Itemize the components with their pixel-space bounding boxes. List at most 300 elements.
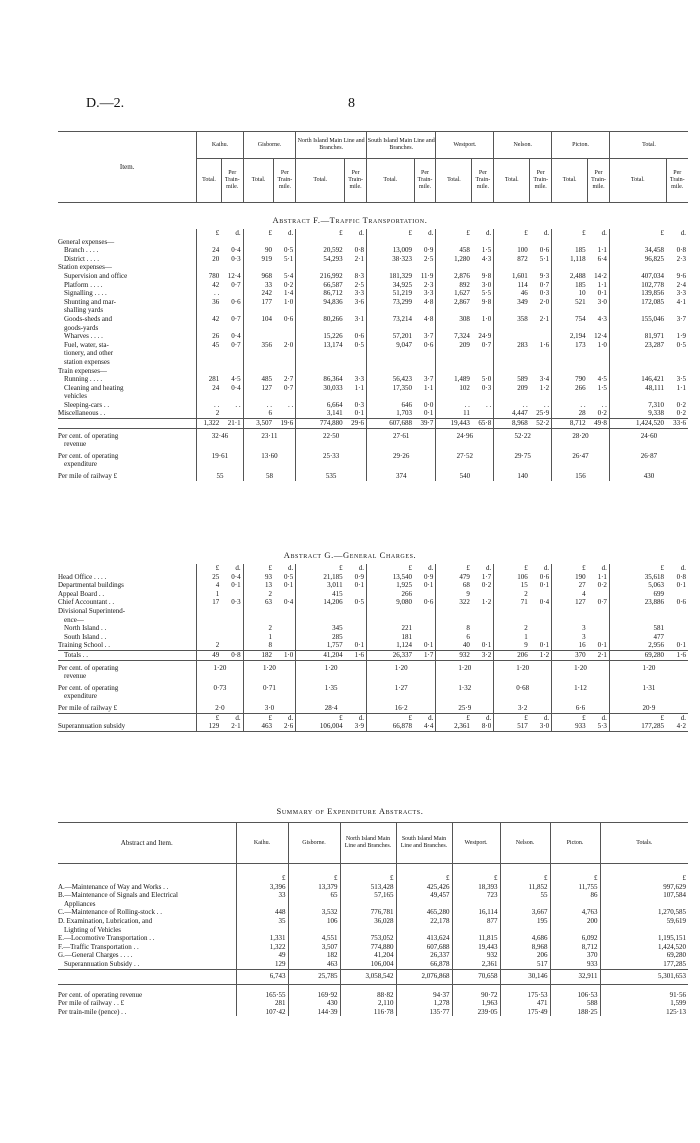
stat-label: Per train-mile (pence) . . [58,1007,127,1016]
stat-value: 3·0 [243,701,296,713]
table-row [58,616,688,625]
row-value [197,633,221,642]
row-label: Sleeping-cars . . [64,400,110,409]
row-value: 0·4 [231,246,241,255]
row-value: 458 [436,246,472,255]
table-row [58,341,688,350]
row-value: 242 [243,289,274,298]
row-value: 753,052 [340,934,396,943]
row-value: 2,194 [552,332,588,341]
row-value: . . [288,400,294,409]
row-value [345,367,367,376]
row-value [221,238,243,247]
row-value: 0·5 [354,340,364,349]
row-value [552,616,588,625]
stat-value: 25·33 [296,449,367,461]
row-label: Lighting of Vehicles [64,925,122,934]
row-value: 1,118 [552,255,588,264]
stat-label: Per cent. of operating [58,683,119,692]
row-value [345,624,367,633]
row-value: 1 [243,633,274,642]
total-value: 21·1 [221,419,243,429]
unit-spacer [58,864,236,883]
row-value: 3,396 [236,883,288,892]
stat-value: 1·20 [609,660,688,672]
row-value [243,332,274,341]
row-value: 1,757 [296,641,345,650]
row-value [274,409,296,418]
unit-label: £ [609,564,666,573]
total-value: 774,880 [296,419,345,429]
row-value: 93 [243,573,274,582]
row-value [274,367,296,376]
row-value [243,324,274,333]
row-label: G.—General Charges . . . . [58,951,133,960]
row-value: 11,852 [500,883,550,892]
stat-value: 1·20 [436,660,494,672]
unit-label: d. [680,564,686,572]
row-value [414,590,436,599]
row-value [494,367,530,376]
row-value [436,263,472,272]
row-value [345,306,367,315]
row-value: 16 [552,641,588,650]
row-value: 448 [236,908,288,917]
row-value: 2,956 [609,641,666,650]
super-value: 129 [197,722,221,731]
total-subheader: Total. [197,159,221,203]
row-value: 308 [436,315,472,324]
row-value: 24·9 [478,332,492,341]
total-value: 52·2 [530,419,552,429]
stat-row [58,660,688,672]
table-row [58,943,688,952]
row-value [500,926,550,935]
row-value: 0·5 [283,246,294,255]
row-value: 90 [243,246,274,255]
unit-label: £ [494,713,530,722]
super-value: 5·3 [588,722,610,731]
row-value: 26,337 [396,951,452,960]
abstract-g-title: Abstract G.—General Charges. [283,550,417,560]
spacer-cell [197,692,243,701]
total-value: 2·1 [588,650,610,660]
row-value: 4·8 [424,297,434,306]
unit-label: £ [243,713,274,722]
row-label: E.—Locomotive Transportation . . [58,934,155,943]
row-value: 0·0 [424,400,434,409]
row-value: 0·8 [676,572,686,581]
row-value: 190 [552,573,588,582]
row-value [550,900,600,909]
table-row [58,358,688,367]
row-value [288,900,340,909]
row-value: 1·4 [283,289,294,298]
row-value [530,392,552,401]
row-value [366,263,414,272]
row-value [345,358,367,367]
row-value: 8 [243,641,274,650]
row-value: 35,618 [609,573,666,582]
row-value: 146,421 [609,375,666,384]
row-value [345,616,367,625]
row-value: 34,458 [609,246,666,255]
row-value: 1·0 [481,314,492,323]
super-value: 177,285 [609,722,666,731]
row-value [243,358,274,367]
spacer-cell [552,672,610,681]
row-value: 0·1 [424,641,434,650]
table-row [58,324,688,333]
row-value: 12·4 [227,271,241,280]
row-value [345,349,367,358]
table-row [58,883,688,892]
row-value [345,324,367,333]
stat-value: 1·27 [366,681,435,693]
row-value: 49 [236,951,288,960]
stat-value: 2·0 [197,701,243,713]
row-value: 413,624 [396,934,452,943]
row-value: 1,489 [436,375,472,384]
total-value: 6,743 [236,969,288,984]
spacer-cell [296,440,367,449]
row-value: 45 [197,341,221,350]
stat-value: 430 [288,999,340,1008]
row-value: 185 [552,246,588,255]
stat-value: 28·20 [552,428,610,440]
unit-label: £ [436,229,472,238]
total-value: 39·7 [414,419,436,429]
row-value: 11,815 [452,934,500,943]
row-value: 780 [197,272,221,281]
row-value: 69,280 [600,951,688,960]
row-value: 221 [366,624,414,633]
total-subheader: Total. [243,159,274,203]
row-value [588,306,610,315]
stat-value: 32·46 [197,428,243,440]
unit-label: £ [552,564,588,573]
district-header: Totals. [600,823,688,864]
row-value [366,306,414,315]
row-value: 3 [552,633,588,642]
row-label: Departmental buildings [58,581,124,590]
row-value [552,238,588,247]
row-value: 479 [436,573,472,582]
row-value: 1,601 [494,272,530,281]
row-value: 8,968 [500,943,550,952]
row-value: 1,627 [436,289,472,298]
row-value [414,624,436,633]
row-value: . . [494,401,530,410]
row-value [243,349,274,358]
spacer-cell [296,460,367,469]
spacer-cell [494,440,552,449]
district-header: Picton. [552,132,610,159]
stat-value: 1·20 [296,660,367,672]
table-row [58,633,688,642]
stat-row [58,681,688,693]
unit-label: £ [236,864,288,883]
unit-label: d. [428,229,434,237]
row-value [609,324,666,333]
stat-value: 29·75 [494,449,552,461]
row-value [197,263,221,272]
stat-value: 27·61 [366,428,435,440]
row-value: 12·4 [594,332,607,341]
row-value: 0·3 [481,383,492,392]
row-value [197,349,221,358]
row-value: 776,781 [340,908,396,917]
unit-label: d. [601,229,607,237]
stat-value: 22·50 [296,428,367,440]
total-value: 0·8 [221,650,243,660]
unit-label: £ [197,564,221,573]
row-value [221,590,243,599]
row-value: 933 [550,960,600,969]
row-value: 23,287 [609,341,666,350]
row-value: 3·0 [597,297,607,306]
row-value: 3·4 [539,375,550,384]
district-header: Gisborne. [243,132,296,159]
row-value: 5·1 [539,254,550,263]
row-value: 17 [197,598,221,607]
row-value: 42 [197,315,221,324]
row-value: 485 [243,375,274,384]
row-value [472,392,494,401]
row-value: 0·3 [539,289,550,298]
row-value: 24 [197,384,221,393]
district-header: Nelson. [500,823,550,864]
stat-value: 188·25 [550,1008,600,1017]
unit-label: d. [472,713,494,722]
row-value: 774,880 [340,943,396,952]
row-value: 2 [494,624,530,633]
row-label: shalling yards [64,306,104,315]
row-value [494,607,530,616]
stat-value: 107·42 [236,1008,288,1017]
row-label: Head Office . . . . [58,572,107,581]
row-label: ence— [64,615,84,624]
row-value: 5·5 [481,289,492,298]
row-value: 6,092 [550,934,600,943]
total-value: 3,058,542 [340,969,396,984]
stat-value: 540 [436,469,494,481]
row-value: 81,971 [609,332,666,341]
table-row [58,900,688,909]
row-value [588,590,610,599]
row-value: 94,836 [296,298,345,307]
row-value: 0·6 [676,598,686,607]
row-value: 2·1 [354,254,364,263]
spacer-cell [243,692,296,701]
row-value [221,263,243,272]
row-value: . . [197,289,221,298]
row-value: 2·3 [424,280,434,289]
unit-label: d. [288,229,294,237]
row-value [243,367,274,376]
total-subheader: Total. [494,159,530,203]
row-value: 1·2 [481,598,492,607]
row-value: 0·7 [231,340,241,349]
row-value [236,900,288,909]
row-label: Miscellaneous . . [58,409,106,418]
row-value [221,641,243,650]
unit-label: d. [358,564,364,572]
row-value: . . [552,401,588,410]
row-value: 1·1 [424,383,434,392]
spacer-cell [436,692,494,701]
row-value: 968 [243,272,274,281]
row-value [274,641,296,650]
table-row [58,960,688,969]
table-row [58,926,688,935]
stat-value: 0·71 [243,681,296,693]
row-value [221,633,243,642]
row-value: 0·3 [231,598,241,607]
stat-label-cont: revenue [64,440,87,449]
stat-value: 58 [243,469,296,481]
row-value [296,392,345,401]
unit-label: £ [500,864,550,883]
row-value: 9,338 [609,409,666,418]
stat-label: Per mile of railway £ [58,472,118,481]
row-value [472,624,494,633]
row-value [609,306,666,315]
spacer-cell [366,692,435,701]
row-value: 6,664 [296,401,345,410]
row-value: 790 [552,375,588,384]
row-value: 1·6 [539,340,550,349]
row-value [274,263,296,272]
row-value [552,349,588,358]
row-value [452,900,500,909]
unit-label: d. [345,713,367,722]
row-value [494,306,530,315]
row-value [666,349,688,358]
table-row [58,641,688,650]
row-value: 2 [197,409,221,418]
row-value: 86,712 [296,289,345,298]
row-value: 63 [243,598,274,607]
stat-value: 471 [500,999,550,1008]
row-value [221,367,243,376]
table-row [58,238,688,247]
row-value: 0·1 [424,581,434,590]
total-value: 1,424,520 [609,419,666,429]
row-value [472,367,494,376]
stat-value: 6·6 [552,701,610,713]
row-label: Branch . . . . [64,246,99,255]
row-value: 356 [243,341,274,350]
table-row [58,272,688,281]
spacer-cell [197,672,243,681]
row-label: Goods-sheds and [64,314,113,323]
row-value: 34,925 [366,281,414,290]
row-value: 0·6 [424,598,434,607]
unit-label: £ [296,713,345,722]
stat-label: Per mile of railway . . £ [58,999,125,1008]
row-value: 27 [552,581,588,590]
stat-value: 1·20 [494,660,552,672]
row-value: 3·7 [424,332,434,341]
stat-value: 588 [550,999,600,1008]
row-value [494,324,530,333]
unit-label: £ [197,713,221,722]
row-value: 0·7 [283,383,294,392]
super-label: Superannuation subsidy [58,722,197,731]
row-value: 8,712 [550,943,600,952]
row-value: 0·2 [676,409,686,418]
row-value [472,607,494,616]
row-value: 0·8 [676,246,686,255]
row-value: 0·8 [354,246,364,255]
row-value: 3,532 [288,908,340,917]
row-label: D. Examination, Lubrication, and [58,916,153,925]
row-value [288,926,340,935]
row-value: 0·9 [354,572,364,581]
row-value: 4,447 [494,409,530,418]
super-value: 933 [552,722,588,731]
row-value: 5·1 [283,254,294,263]
super-value: 66,878 [366,722,414,731]
row-value: 23,886 [609,598,666,607]
super-value: 463 [243,722,274,731]
row-value: 281 [197,375,221,384]
row-value [609,238,666,247]
spacer-cell [609,460,688,469]
stat-value: 1·20 [243,660,296,672]
row-value: 607,688 [396,943,452,952]
row-value: 57,201 [366,332,414,341]
abstract-g-table [58,564,688,732]
district-header: Gisborne. [288,823,340,864]
unit-label: d. [428,564,434,572]
stat-value: 144·39 [288,1008,340,1017]
row-value: 0·1 [231,581,241,590]
row-value: 0·7 [597,598,607,607]
row-value: 15 [494,581,530,590]
unit-label: £ [609,713,666,722]
row-value [452,926,500,935]
total-subheader: Total. [609,159,666,203]
table-row [58,573,688,582]
row-value [609,607,666,616]
row-value: 6 [243,409,274,418]
row-value: 1,331 [236,934,288,943]
row-value: 1·1 [597,246,607,255]
spacer-cell [436,460,494,469]
stat-value: 24·60 [609,428,688,440]
row-value: 2,867 [436,298,472,307]
row-value [345,263,367,272]
row-value [588,367,610,376]
row-value: 3·6 [354,297,364,306]
row-value [296,324,345,333]
row-value: 0·1 [354,409,364,418]
unit-label: d. [680,229,686,237]
table-row [58,590,688,599]
stat-value: 16·2 [366,701,435,713]
row-label: Cleaning and heating [64,383,124,392]
row-label: Wharves . . . . [64,332,103,341]
row-value [436,349,472,358]
row-value [494,358,530,367]
unit-label: d. [414,713,436,722]
district-header: Total. [609,132,688,159]
row-value: 0·4 [231,383,241,392]
row-value [588,358,610,367]
row-value: 581 [609,624,666,633]
